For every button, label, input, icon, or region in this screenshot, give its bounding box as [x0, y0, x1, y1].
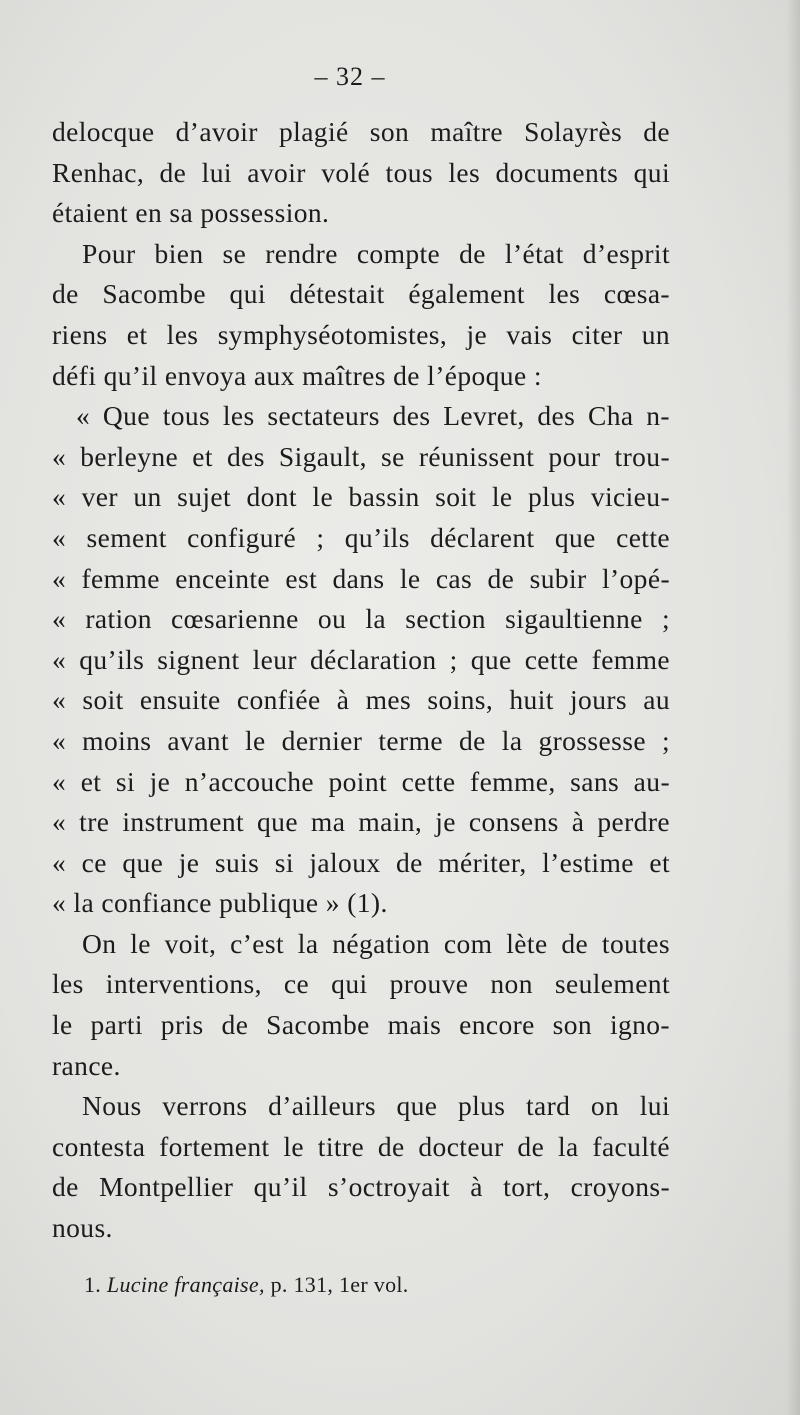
text-line: nous.: [52, 1212, 113, 1244]
quote-line: « ce que je suis si jaloux de mériter, l’estime et: [52, 846, 670, 878]
text-line: contesta fortement le titre de docteur de la faculté: [52, 1130, 670, 1162]
text-line: de Montpellier qu’il s’octroyait à tort, croyons-: [52, 1171, 670, 1203]
text-line: Nous verrons d’ailleurs que plus tard on lui: [82, 1090, 670, 1122]
quote-line: « tre instrument que ma main, je consens à perdre: [52, 806, 670, 838]
quote-line: « soit ensuite confiée à mes soins, huit jours au: [52, 684, 670, 716]
page-number: – 32 –: [314, 62, 386, 91]
body-text: [52, 112, 670, 1249]
quote-line: « ver un sujet dont le bassin soit le plus vicieu-: [52, 481, 670, 513]
text-line: de Sacombe qui détestait également les cœsa-: [52, 278, 670, 310]
quote-line: « Que tous les sectateurs des Levret, des Cha n-: [76, 400, 670, 432]
quote-line: « et si je n’accouche point cette femme, sans au-: [52, 765, 670, 797]
footnote: [84, 1272, 409, 1298]
footnote-reference: p. 131, 1er vol.: [270, 1272, 409, 1297]
page-edge-shadow: [786, 0, 800, 1415]
text-line: delocque d’avoir plagié son maître Solayrès de: [52, 116, 670, 147]
quote-line: « la confiance publique » (1).: [52, 887, 388, 919]
footnote-number: 1.: [84, 1272, 102, 1297]
quote-line: « moins avant le dernier terme de la grossesse ;: [52, 724, 670, 756]
text-line: On le voit, c’est la négation com lète de toutes: [82, 927, 670, 959]
text-line: rance.: [52, 1049, 121, 1081]
text-line: Pour bien se rendre compte de l’état d’esprit: [82, 237, 670, 269]
text-line: étaient en sa possession.: [52, 197, 330, 229]
quote-line: « berleyne et des Sigault, se réunissent pour trou-: [52, 440, 670, 472]
quote-line: « ration cœsarienne ou la section sigaultienne ;: [52, 603, 670, 635]
text-line: riens et les symphyséotomistes, je vais citer un: [52, 318, 670, 350]
text-line: les interventions, ce qui prouve non seulement: [52, 968, 670, 1000]
text-line: le parti pris de Sacombe mais encore son igno-: [52, 1009, 670, 1041]
quote-line: « qu’ils signent leur déclaration ; que cette femme: [52, 643, 670, 675]
quote-line: « sement configuré ; qu’ils déclarent que cette: [52, 521, 670, 553]
text-line: défi qu’il envoya aux maîtres de l’époque :: [52, 359, 542, 391]
footnote-title: Lucine française,: [106, 1272, 265, 1297]
quote-line: « femme enceinte est dans le cas de subir l’opé-: [52, 562, 670, 594]
text-line: Renhac, de lui avoir volé tous les documents qui: [52, 156, 670, 188]
